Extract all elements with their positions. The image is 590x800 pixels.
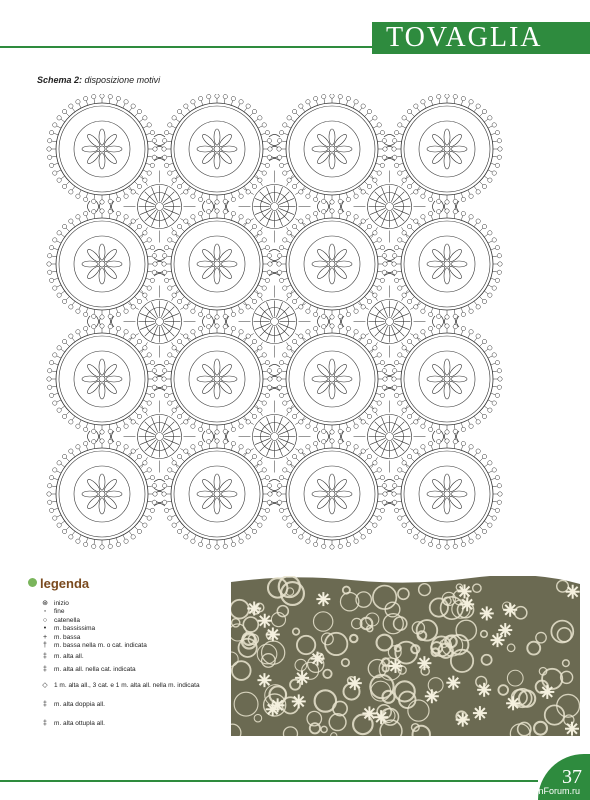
chain-link: [441, 431, 444, 442]
title-rule: [0, 46, 372, 48]
cross-arrow-icon: †: [43, 641, 47, 649]
crochet-schema-diagram: [44, 94, 524, 554]
chain-link: [384, 135, 395, 138]
chain-link: [154, 250, 165, 253]
schema-label: Schema 2:: [37, 75, 83, 85]
chain-link: [318, 431, 321, 442]
legend-item-label: m. alta ottupla all.: [54, 720, 105, 728]
chain-link: [269, 250, 280, 253]
legend-item: [40, 600, 235, 608]
chain-link: [433, 316, 436, 327]
chain-link: [318, 316, 321, 327]
circle-motif: [392, 209, 502, 319]
legend-item-label: catenella: [54, 616, 81, 624]
watermark: PassionForum.ru: [511, 786, 580, 796]
chain-link: [88, 431, 91, 442]
circle-motif: [277, 439, 387, 549]
chain-link: [269, 258, 280, 261]
chain-link: [318, 201, 321, 212]
dot-icon: •: [43, 625, 47, 633]
chain-link: [384, 480, 395, 483]
chain-link: [384, 488, 395, 491]
chain-link: [441, 316, 444, 327]
chain-link: [203, 431, 206, 442]
legend-item: [40, 695, 235, 714]
chain-link: [211, 201, 214, 212]
circle-motif: [392, 94, 502, 204]
chain-link: [154, 135, 165, 138]
circle-motif: [277, 209, 387, 319]
legend-item-label: m. alta doppia all.: [54, 701, 105, 709]
circle-motif: [47, 324, 157, 434]
chain-link: [384, 250, 395, 253]
chain-link: [154, 480, 165, 483]
tall-stitch-icon: ‡: [43, 653, 47, 661]
chain-link: [154, 488, 165, 491]
chain-link: [96, 201, 99, 212]
circle-motif: [392, 439, 502, 549]
chain-link: [269, 373, 280, 376]
circle-dot-icon: ⊛: [42, 600, 48, 607]
circle-motif: [47, 94, 157, 204]
circle-motif: [277, 324, 387, 434]
chain-link: [96, 316, 99, 327]
legend-item: [40, 642, 235, 650]
legend-title: legenda: [40, 576, 90, 591]
lace-tablecloth-photo: [231, 576, 580, 736]
chain-link: [203, 201, 206, 212]
oval-icon: ○: [42, 616, 48, 624]
chain-link: [326, 431, 329, 442]
chain-link: [211, 431, 214, 442]
circle-motif: [162, 324, 272, 434]
legend-item-label: m. bassissima: [54, 625, 96, 633]
cross-icon: +: [42, 633, 48, 641]
chain-link: [269, 480, 280, 483]
chain-link: [154, 143, 165, 146]
small-circle-icon: ◦: [43, 608, 47, 616]
legend-bullet-icon: [28, 578, 37, 587]
legend-item-label: fine: [54, 608, 65, 616]
chain-link: [433, 201, 436, 212]
legend-item-label: m. bassa: [54, 633, 81, 641]
footer-rule: [0, 780, 538, 782]
cluster-icon: ◇: [42, 682, 48, 690]
legend-item-label: m. bassa nella m. o cat. indicata: [54, 641, 147, 649]
chain-link: [326, 201, 329, 212]
schema-caption: [37, 75, 160, 85]
legend-item: [40, 714, 235, 733]
legend-item-label: inizio: [54, 600, 69, 607]
chain-link: [88, 316, 91, 327]
chain-link: [433, 431, 436, 442]
chain-link: [326, 316, 329, 327]
circle-motif: [277, 94, 387, 204]
circle-motif: [47, 209, 157, 319]
legend-item: [40, 625, 235, 633]
legend-item: [40, 617, 235, 625]
chain-link: [384, 373, 395, 376]
chain-link: [96, 431, 99, 442]
circle-motif: [162, 209, 272, 319]
chain-link: [211, 316, 214, 327]
legend-item: [40, 676, 235, 695]
schema-caption-text: disposizione motivi: [84, 75, 161, 85]
legend-item: [40, 634, 235, 642]
legend-item-label: m. alta all. nella cat. indicata: [54, 666, 136, 674]
chain-link: [384, 365, 395, 368]
chain-link: [384, 143, 395, 146]
circle-motif: [47, 439, 157, 549]
chain-link: [269, 135, 280, 138]
chain-link: [269, 365, 280, 368]
chain-link: [269, 488, 280, 491]
legend-item: [40, 663, 235, 676]
chain-link: [154, 258, 165, 261]
page-title: TOVAGLIA: [372, 22, 590, 54]
octuple-tall-icon: ‡: [43, 720, 47, 728]
legend-item-label: m. alta all.: [54, 653, 84, 661]
chain-link: [154, 373, 165, 376]
chain-link: [441, 201, 444, 212]
legend-item-label: 1 m. alta all., 3 cat. e 1 m. alta all. nella m. indicata: [54, 682, 200, 690]
chain-link: [203, 316, 206, 327]
double-tall-icon: ‡: [43, 701, 47, 709]
chain-link: [88, 201, 91, 212]
circle-motif: [162, 439, 272, 549]
legend-list: [40, 600, 235, 733]
page-number: 37: [538, 754, 590, 800]
circle-motif: [162, 94, 272, 204]
circle-motif: [392, 324, 502, 434]
tall-stitch-chain-icon: ‡: [43, 666, 47, 674]
chain-link: [269, 143, 280, 146]
chain-link: [154, 365, 165, 368]
chain-link: [384, 258, 395, 261]
legend-item: [40, 608, 235, 616]
legend-item: [40, 650, 235, 663]
